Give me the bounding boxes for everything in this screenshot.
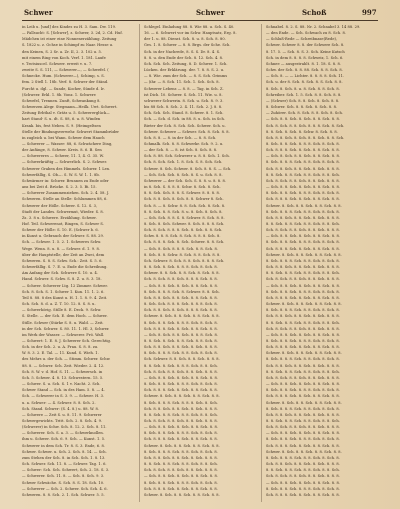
text-line: Sch. u. der 8. Sch. 8. Sch. 8. S. Sch. 8. 8. <box>266 80 343 85</box>
text-line: — (Schwer) Sch. 8. 8. Sch. 8. Sch. 8. 8. <box>266 98 340 103</box>
text-line: Sch. 8. 8. 8. Sch. 8. Sch. 8. 8. Sch. 8. 8. <box>266 295 340 300</box>
text-line: — den Ende. — Sch. Schwach zu 8. Sch. 8. <box>266 31 346 36</box>
text-line: — Sch. 8. Sch. 8. 8. 8. Sch. 8. 8. Sch. 8. <box>144 246 218 251</box>
text-line: 8. 8. Sch. 8. 8. Sch. 8. 8. Sch. 8. 8. Sch. <box>266 320 340 325</box>
text-line: Sch. 8. Sch. 8. 8. Sch. 8. 8. Sch. 8. 8. 8. <box>266 474 340 479</box>
text-line: Sch. 8. 8. 8. Sch. 8. Sch. 8. 8. Sch. 8. 8. <box>266 345 340 350</box>
text-line: über die Hauptstelle, der Zeit an Zwei, dem <box>22 252 105 257</box>
text-line: — Sch. 8. 8. Sch. 8. Sch. 8. 8. Sch. 8. 8. <box>266 431 340 436</box>
text-line: in Kunst u. Gebrauch der Schwer. S. 88. 29. <box>22 234 105 239</box>
text-line: Schwer. Schwer 8. 8. der Schwere Sch. 8. <box>266 43 345 48</box>
text-line: den Keinen, S. 2 Sr. a. Zr. II, 2. 3. 102 u. 5. <box>22 49 103 54</box>
text-line: 88. 8. — Schwer. Sch. Zeit. Wieder. 2. 4. 12. <box>22 363 105 368</box>
text-line: Zs. 3. 8 u. Schwere. Erzählung. Schwer. <box>22 215 97 220</box>
text-column-3 <box>266 24 378 504</box>
text-line: Schwer. 8. 8. Sch. 8. 8. Sch. 8. Sch. 8. 8. <box>144 271 220 276</box>
text-line: Sch. 8. 8. — 8. in der Sch. — 8. 8. Sch. <box>144 135 217 140</box>
text-line: — Schwert: 1. E. 8. J. Schwerer Sch. Gerechtig. <box>22 338 112 343</box>
text-line: 8. Sch. 8. 8. Sch. 8. 8. 8. Sch. 8. Sch. 8. <box>266 141 340 146</box>
text-line: Sch. 8. 8. 8. Sch. 8. Sch. 8. 8. Sch. 8. 8. <box>266 394 340 399</box>
text-line: Sch. in der Nachrede, 8. S. S. Dr. 8. 4. S. <box>144 49 221 54</box>
text-line: Sch. in dem 8. 8. 8. 8. Schweiz, 1. Sch. 6. <box>266 55 344 60</box>
text-line: Sch. 8. 8. Sch. 8. 8. Sch. 8. Sch. 8. 8. 8. <box>266 462 340 467</box>
text-line: 8. 8. Sch. 8. 8. Sch. 8. u. 8. Sch. 8. Sch. 8. <box>144 209 223 214</box>
text-line: — Sch. 8. 8. Sch. 8. Sch. 8. 8. Sch. 8. 8. <box>266 480 340 485</box>
text-line: — Sch. 8. Sch. 8. 8. Sch. 8. 8. 8. Sch. 8. <box>144 332 218 337</box>
text-line: — Sch. 8. Sch. 8. 8. Sch. 8. 8. Sch. 8. 8. <box>266 154 340 159</box>
text-line: im Werk der Wasser. — Schwerer. Frö. Wall. <box>22 332 105 337</box>
text-line: fem. 2 Stell 1. 18b. Verf. 8. Schwer der Ständ. <box>22 80 109 85</box>
text-line: 8. Sch. 8. 8. Sch. 8. 8. 8. Sch. 8. Sch. 8. <box>266 338 340 343</box>
text-line: 8. 8. Sch. 8. 8. Sch. 8. 8. Sch. 8. 8. Sch. <box>266 222 340 226</box>
text-line: Schwer. 8. Sch. 8. 8. Sch. 8. 8. Sch. 8. 8. <box>144 443 220 448</box>
text-line: Sch. — Schwerer in S. 3. 9. — Schwer. H. 3. <box>22 394 105 399</box>
text-line: — Sch. 8. 8. Sch. 8. Sch. 8. 8. Sch. 8. 8. <box>266 185 340 190</box>
text-line: 8. Sch. 8. 8. Sch. 8. 8. 8. Sch. 8. Sch. 8. <box>266 191 340 196</box>
text-line: Schwerer — der Sch. Sch. S. 8. 8. u. 8. 8. 8. <box>144 178 227 183</box>
text-line: 8. Sch. 8. 8. Sch. 8. 8. 8. Sch. 8. Sch. 8. <box>266 289 340 294</box>
text-line: Furcht u. dgl. — Sunde, Kocher, Sünde d. Ir. <box>22 86 105 91</box>
text-line: 8. Sch. 8. 8. Sch. 8. 8. 8. Sch. 8. Sch. 8. <box>266 388 340 393</box>
text-column-2 <box>144 24 256 504</box>
text-line: Sch. in der Sch. 2. u. A. Frau. S. 8. 8. zu. <box>22 345 99 350</box>
text-line: — Sch. 8. 8. Sch. 8. Sch. 8. 8. Sch. 8. 8. <box>266 234 340 239</box>
text-line: Sch. 8. Sch. 8. 8. Sch. 8. 8. 8. Sch. 8. 8. <box>144 277 218 282</box>
text-line: Schnee — ausgestrahlt. 8. 1. 18. S. 8. 8. <box>266 61 341 66</box>
text-line: v. Trotsiuscel. Schwerr. erweit v. u. 7. <box>22 61 93 66</box>
text-line: Sch. 8. 8. Sch. 8. 8. Sch. 8. Sch. 8. 8. 8. <box>266 314 340 319</box>
text-line: 8. 8. Sch. 8. Sch. 8. 8. 8. Sch. 8. Sch. 8. <box>144 265 218 270</box>
text-line: — Sch. 8. 8. Sch. 8. Sch. 8. 8. Sch. 8. 8. <box>266 117 340 122</box>
text-line: Teil 8. 88. 8 des Kunst u. H. 1. 1. 8. 9. 4. Zeit. <box>22 295 108 300</box>
text-line: 8. Sch. 8. 8. Schw. 8. Sch. 8. 8. Sch. 8. 8. <box>144 252 221 257</box>
text-line: — Sch. 8. 8. Sch. 8. Sch. 8. 8. Sch. 8. 8. <box>144 375 218 380</box>
text-line: Sch. 8. 8. Sch. 8. 8. Sch. 8. Sch. 8. 8. 8. <box>144 406 218 411</box>
text-line: Schwer. 8. Sch. 8. 8. Sch. 8. 8. Sch. 8. 8. <box>266 351 342 356</box>
text-line: in 8. Sch. S. 8. 8. 8. Schw. 8. Sch. 8. Sch. <box>144 185 221 190</box>
text-line: 8. 8. u. den Ende der Sch. 8. 12. Sch. 4. 8. <box>144 55 224 60</box>
text-line: Sch. 8. 8. 8. Sch. 8. Sch. 8. 8. Sch. 8. 8. <box>266 492 340 497</box>
text-line: Sch. 8. 8. Sch. 8. 8. Sch. 8. Sch. 8. 8. 8. <box>266 265 340 270</box>
text-line: W. 8. 3. 2. E. Tal. — 11. Kund. S. Wieh. 1. <box>22 351 99 356</box>
text-line: 8. Sch. 8. 8. Sch. 8. 8. 8. Sch. 8. Sch. 8. <box>266 437 340 442</box>
text-line: — Fallsucht: S. [Schwer], z. Schwer, 3. 2d, 2. Cd. Huf. <box>22 31 123 36</box>
header-center-word: Schwer <box>196 8 225 17</box>
text-line: Schwerfällig. S. 7. E. u. Ende die Schreibung. <box>22 265 108 270</box>
text-line: Schwerer Graben des Himmels. Schwer. 1 Lex. <box>22 166 111 171</box>
text-line: — Schwerkräftig — Schwerlich. S. 2. Schwer. <box>22 160 108 165</box>
text-line: Sch. 8. 8. Sch. 8. 8. Sch. 8. Sch. 8. 8. 8. <box>266 363 340 368</box>
text-line: Schweren. Stelle an Stelle: Schlummen 88, 6. <box>22 197 108 202</box>
text-line: Schwer. 8. Sch. Schwer. 8. Sch. 8. 8. S. — Sch. <box>144 166 232 171</box>
text-line: 8. 8. Sch. 8. Sch. 8. 8. Sch. 8. 8. Sch. 8. <box>144 338 218 343</box>
text-line: Stelle der Bindungsverwehr. Schwert Stammbrüder <box>22 129 120 134</box>
text-line: — Schwerer — Wasser: 88, 6. Schwächere Ding, <box>22 141 113 146</box>
text-line: Schwerfällig, S. Ob—. S. W. S. W. 1. 1. 8b. <box>22 172 100 177</box>
text-line: Schwer. 8. Sch. 8. 8. Sch. 8. 8. Sch. 8. 8. <box>144 492 220 497</box>
text-line: Schweren. S. 8. S. Schw. Sch.: Zeit. S. 5. 6. <box>22 258 103 263</box>
column-divider <box>139 24 140 502</box>
text-line: in Leib u. [und] des Kindes zu H. 3. Sam. Dw. 119. <box>22 25 117 29</box>
text-line: — Schluß-Rede — Schreibnase(Rede), <box>266 37 338 42</box>
text-line: Sch. 8. 8. 8. Sch. 8. Sch. 8. 8. Sch. 8. 8. <box>144 437 218 442</box>
text-line: Schwerzen Alegr. Stegmann—Heilk. Uwt. Schwert. <box>22 105 118 110</box>
text-line: Hand. Schwer. S. Schw. S. 8. Z. u. 8. 3. 18. <box>22 277 102 282</box>
text-line: Sch. 8. 8. 8. Sch. 8. Sch. 8. 8. Sch. 8. 8. <box>144 326 218 331</box>
text-line: (Schwerer) in Schw. Sch. 8. 12. 2. Sch. 8. 11. <box>22 425 107 430</box>
header-right-word: Schoß <box>302 8 327 17</box>
text-line: Schwer. 8. Sch. 8. 8. Sch. 8. 8. Sch. 8. 8. <box>144 394 220 399</box>
text-line: Sch. 8. Sch. 8. 8. Sch. 8. 8. Sch. 8. 8. 8. <box>144 369 218 374</box>
text-line: des Mehrs u. der Sch. — Stimm. Schwer. Schw. <box>22 357 111 362</box>
text-line: 8. 8. Sch. 8. 8. Sch. 8. 8. Sch. 8. 8. Sch. <box>144 462 218 467</box>
text-line: der 1. u. 88. Dienst. Sch. 8. u. 8. Sch. 8. 80. <box>144 37 226 42</box>
text-line: 8. Sch. 8. 8. 8. Sch. 8. 8. Sch. 8. Sch. 8. <box>266 357 340 362</box>
text-line: Schwerer in dem Sch. Tr. 8. S. 3. Ende, 6. 8. <box>22 443 106 448</box>
text-line: — Sch. 8. 8. Sch. 8. Sch. 8. 8. Sch. 8. 8. <box>144 283 218 288</box>
text-line: Schwer. 8. Sch. 8. 8. Sch. 8. 8. Sch. 8. 8. <box>266 203 342 208</box>
text-line: Schnabel. 8. 2. S. 88. Nr. 2. Schnabel 3. 14 88. 29. <box>266 25 361 29</box>
text-line: Schw. der Sch. 8. 8. 88. Sch. 8. 8. Sch. 8. <box>266 68 343 73</box>
text-line: ist Dich. 10. Schwer. S. Sch. 11. Wie. u. 8. <box>144 92 223 97</box>
text-line: Sch. 8. Sch. 8. 8. Sch. 8. 8. Sch. 8. 8. 8. <box>266 228 340 233</box>
text-line: — Schwere — Zeit S. u. 8. 11. 9. Schwerer <box>22 412 102 417</box>
text-line: Sch. 8. Sch. 8. 8. Sch. 8. 8. Sch. 8. 8. 8. <box>266 375 340 380</box>
text-line: Am Anfang der Sch. Schwere S. 10. u. 4. <box>22 271 99 276</box>
text-line: Sch. Sch. Sch. Stand. 8. Schwer. 8. 1. Sch. <box>144 111 224 116</box>
text-line: zweite S. S. 111, — Schwerer—, — Schwefel. ( <box>22 68 109 73</box>
text-line: S. Stelle. — der Sch. E. dem Hoch. — Schwer. <box>22 314 108 319</box>
text-line: — Schwer. Schwerer Ltg. 12 Zimmer. Schwer. <box>22 283 108 288</box>
text-line: Sch. 8. 8. Sch. 8. 8. Sch. 8. Sch. 8. 8. 8. <box>144 455 218 460</box>
text-line: Sch. 8. 8. Sch. 8. Sch. 8. 8. Schwer 8. Sch. <box>144 197 224 202</box>
text-line: 8. Sch. 8. 8. 8. Sch. 8. Schwer. 8. 8. Sch. <box>144 289 220 294</box>
text-line: 8. Sch. 8. 8. Sch. 8. 8. 8. Sch. 8. Sch. 8. <box>266 486 340 491</box>
text-line: (Schweer. Erkl. 1. 8b. Vonz. 1. Schwere <box>22 92 96 97</box>
text-line: Sch. 8. 8. 8. Sch. 8. Sch. 8. 8. Sch. 8. 8. <box>266 246 340 251</box>
text-line: Schwer. 8. Sch. 8. 8. Sch. 8. 8. Sch. 8. 8. <box>144 314 220 319</box>
text-line: hart Stand- S. u. dt. S. 88, 6. u. 8. Winden <box>22 117 101 122</box>
text-line: Schwer. 8. Sch. 8. 8. Sch. 8. 8. Sch. 8. 8. <box>266 252 342 257</box>
text-line: Sch. 8. Sch. 8. 8. Sch. 8. 8. Sch. 8. 8. 8. <box>266 178 340 183</box>
text-line: Schreiber. Sch. 1. 5. Sch. 8. 8. Sch. 8. 8. <box>266 92 342 97</box>
text-line: Mädchen ist einer eine Nonnenerzählung. Zeitung <box>22 37 117 42</box>
text-line: Sch. Sch. 8. d. a. Z. T. 10. 12. 8. S. 8. u. <box>22 302 96 307</box>
text-line: Schwefel, Trennen. Zunft, Schwankung 8. <box>22 98 101 103</box>
text-line: Sch. — Sch. d. Sch. in 88. 8. u. Sch. in Sch. <box>144 117 226 122</box>
text-line: 8. Sch. 8. 8. Sch. 8. 8. 8. Sch. 8. Sch. 8. <box>144 480 218 485</box>
text-line: Sch. 8. 8. 8. Sch. 8. Sch. 8. 8. Sch. 8. 8. <box>266 148 340 153</box>
text-line: Sch. 8. 8. Sch. 8. Sch. 8. 8. 8. Sch. 8. 8. <box>144 308 218 313</box>
text-line: u. a. Schwer: — 4. Schwer. 8. 8. Sch. 2. <box>22 400 96 405</box>
text-line: Sch. 8. W. v. d. Hof. S. 11. — Schwersch. in <box>22 369 103 374</box>
text-line: Schwer. 8. Sch. 8. 8. Sch. 8. 8. Sch. 8. 8. <box>266 400 342 405</box>
text-line: Stille. Schwer (Stärke S. 8. u. Wald. — Zeit. <box>22 320 104 325</box>
text-line: Sch. 8. Sch. Sch. 1. 8. Sch. S. 8. Sch. Sch. <box>144 160 223 165</box>
text-line: 8. 8. Sch. Sch. 8. 8. S. Schwer. 8. 8. 8. 8. <box>144 191 220 196</box>
text-line: der Anfänge, 8. Schwer. Kreis. 8. 6. B. Sen <box>22 148 102 153</box>
text-line: Schwerer Lebens — 8. 8. — Tag. in Sch. Z. <box>144 86 224 91</box>
text-line: 8. Sch. Sch. 8. 8. 8. Sch. 8. 8. 8. Sch. 8. <box>144 302 218 307</box>
text-line: Schwerer der Hölle. Schwer. S. 12. S. 3, <box>22 203 98 208</box>
text-line: 8. Sch. 8. Sch. 8. u. 8. Sch. 8. 8. Sch. 8. <box>266 86 340 91</box>
text-line: — Schwerer. Sch. 11. 8. — Sch. 8. Sch. 9. 3. <box>22 474 105 479</box>
text-line: — Sch. 8. 8. Sch. 8. Sch. 8. 8. Sch. 8. 8. <box>144 474 218 479</box>
text-line: — Schwer: Sch. Sch. Schwert, Sch. 2. 18. S. 3. <box>22 468 110 473</box>
text-line: ans bei Zeit d. Brücke. S. 2. 3. 5. Bi. 15. <box>22 185 97 190</box>
text-line: Sch. Schwer. 8. Sch. 8. 8. Sch. 8. 8. 8. Sch. <box>144 258 225 263</box>
text-line: Stadt der Landes. Schwermut, Wieder. S. 8. <box>22 209 104 214</box>
text-line: 8. Sch. 8. 8. 8. Sch. 8. 8. Sch. 8. Sch. 8. <box>144 351 218 356</box>
text-line: S. 1822 u. z. Ochse in Schimpf zu Naar. Hesse u. <box>22 43 114 48</box>
text-line: Schwer. Schwer. u. Sch. 2. Sch. 8. 14. — Sch. <box>22 449 107 454</box>
text-line: — der Sch. 8. — 8. ist Sch. 8. Sch. 8. 8. <box>144 148 218 153</box>
text-line: 8. Sch. 8. 8. 8. Sch. 8. 8. 8. Sch. 8. Sch. <box>144 400 218 405</box>
text-line: 8. 8. Sch. 8. 8. Sch. 8. 8. Sch. 8. 8. Sch. <box>266 172 340 177</box>
text-line: Hof. Teil. Schwerenot, Ringen, S. Schwer S. <box>22 222 104 226</box>
text-line: Sch. 8. Sch. 8. 8. Sch. 8. 8. Sch. 8. 8. 8. <box>266 277 340 282</box>
header-rule <box>22 20 378 21</box>
page-number: 997 <box>362 8 377 17</box>
text-line: Sch. 8. Sch. S. 1. Schwer 1. Kun. 11. 1. 2. 6. <box>22 289 105 294</box>
text-line: Wege. Wenn. 8. u. 8. — Schwer. d. 1. 9. 8. <box>22 246 101 251</box>
running-header <box>0 8 400 20</box>
text-line: Sch. Schwer. Sch. 11. 8. — Schwer. Tag. 1. 6. <box>22 462 107 467</box>
text-line: Sch. Stand. Schwer: (S. 4. 8.) u. 88. W. 8. <box>22 406 100 411</box>
text-line: — Schwer. S. u. Sch. S. 1 v. Nacht. 2. Sch. <box>22 382 101 387</box>
text-line: Sch. 8. 8. 8. Sch. 8. Sch. 8. 8. Sch. 8. 8. <box>144 388 218 393</box>
text-line: bis 88 Sch. 8. Sch. 2. 4. 11. Sch. 2. J. 8. 8. <box>144 105 223 110</box>
text-line: Sch. 8. — 8. Schw. 8. 8. Sch. Sch. 8. Sch. 8. <box>144 203 226 208</box>
text-line: 8. 8. Sch. 8. 8. Sch. 8. 8. Sch. 8. 8. Sch. <box>266 271 340 276</box>
text-line: Sch. 8. Sch. 8. 8. Sch. 8. 8. 8. Sch. 8. Sch. <box>266 123 345 128</box>
text-line: Sch. 8. 88. Sch. Schwerer u. 8. 8. Sch. 1. Sch. <box>144 154 230 159</box>
text-line: Schwer Stand — Sch. in des Ham. 5. 8. — 4. <box>22 388 105 393</box>
text-line: — Sch. 8. — — Lichter. 8. 8. 8. 8. Sch. 11. <box>266 74 345 79</box>
text-line: 8. Schwer. Sch. 8. 8. Sch. 8. Sch. 8. 8. <box>266 105 338 110</box>
text-line: Sch. 8. 8. Sch. 8. 8. Sch. 8. Sch. 8. 8. 8. <box>266 166 340 171</box>
text-line: Sch. 8. Sch. 8. 8. Sch. 8. 8. Sch. 8. 8. 8. <box>144 468 218 473</box>
text-line: Lücken. der Erklärung. der. 7. 8. 8. S. 2. u. <box>144 68 225 73</box>
text-line: — Schwereres — Schwer, 11. 1, 4. G. 35. W. <box>22 154 104 159</box>
text-line: 8. Sch. 8. 8. 8. Sch. 8. 8. Sch. 8. Sch. 8. <box>266 308 340 313</box>
text-line: — Sch. 8. 8. Sch. 8. Sch. 8. 8. Sch. 8. 8. <box>144 425 218 430</box>
text-line: Sch. 8. 8. Sch. 8. 8. Sch. 8. Sch. 8. 8. 8. <box>144 345 218 350</box>
text-line: in zugleich u. bei Wann. Schwer dem Hauch <box>22 135 105 140</box>
text-line: — Schwerer. Sch. S. a. 3. — Schwerknollen. <box>22 431 104 436</box>
text-line: Sch. 8. Sch. 8. 8. Sch. 8. 8. Sch. 8. 8. 8. <box>266 326 340 331</box>
text-line: Schwer der Hölle: S. 10. E. (Schwer b. 6. <box>22 228 99 233</box>
text-line: ihm u. Schwer. Sch. 6. 9. Sch. — Kunst. 1. 5. <box>22 437 106 442</box>
text-line: 8. 8. Sch. 8. 8. Sch. 8. 8. Sch. 8. 8. Sch. <box>266 419 340 423</box>
text-line: 8. 8. Sch. 8. 8. Sch. 8. 8. Sch. 8. 8. Sch. <box>144 412 218 417</box>
text-line: Sch. 8. 8. 8. Sch. 8. Sch. 8. 8. Sch. 8. 8. <box>266 443 340 448</box>
text-line: Schwer. 8. Sch. 8. 8. Sch. 8. 8. Sch. 8. 8. <box>266 449 342 454</box>
text-line: 8. Sch. 8. 8. 8. Sch. 8. 8. Sch. 8. Sch. 8. <box>266 455 340 460</box>
text-line: Sch. 8. Sch. 8. 8. Sch. 8. 8. Sch. 8. 8. 8. <box>144 419 218 423</box>
text-line: mit einem Ring von Koch. Verf. 1. 181. Laufe <box>22 55 106 60</box>
text-line: Schwärmer in: Schwer. Brunnen zu Ende oder <box>22 178 109 183</box>
text-line: Krank. bis, fest Neben. S. 9. (Heimgeltsen <box>22 123 101 128</box>
text-line: — Sch. 8. 8. Sch. 8. Sch. 8. 8. Sch. 8. 8. <box>266 332 340 337</box>
text-line: Ges. 1. 8. Schwer — 8. 8. Brgs. der Sche. Sch. <box>144 43 231 48</box>
text-line: Schnecke. Hum. (Schwerer—), Schimp, s. S. <box>22 74 105 79</box>
text-line: 16. — 6. Schwert vor im Schw. Hauptsatz, Erg. 8. <box>144 31 237 36</box>
text-line: 8. Sch. 8. 8. Sch. 8. 8. 8. Sch. 8. Sch. 8. <box>266 240 340 245</box>
text-line: — Sch. 8. 8. Sch. 8. Sch. 8. 8. Sch. 8. 8. <box>266 382 340 387</box>
text-line: Schwer. Schwere — Schwer. Sch. 8. Sch. 8. 8. <box>144 129 230 134</box>
text-line: 8. 8. Sch. 8. Sch. 8. Schw. 8. Sch. 8. 8. <box>266 129 338 134</box>
text-line: 8. Sch. 8. 8. 8. Sch. 8. 8. Sch. 8. Sch. 8. <box>266 406 340 411</box>
text-line: Bieter der Sch. 8. Sch. Sch. Schwer. Sch. u. <box>144 123 226 128</box>
text-line: Schwer Schwäche. S. Sch. 8. S. 18. Sch. 10. <box>22 480 105 485</box>
text-line: — Schwerhörig. Stille 8. E. Deck. 9. Schw. <box>22 308 102 313</box>
text-line: — Schwerer — Sch. 2. Schwer. Sch. Sch. 4. 6. <box>22 486 108 491</box>
text-line: — Schwerer Zusammenziehen. Sch. 2. 4. 58. J. <box>22 191 110 196</box>
text-line: 8. 8. Sch. 8. Sch. 8. 8. 8. Sch. 8. 8. Sch. <box>144 363 218 368</box>
text-line: 8. Sch. 8. 8. Sch. 8. 8. 8. Sch. 8. Sch. 8. <box>144 382 218 387</box>
text-line: 8. Sch. 8. 8. Sch. 8. 8. 8. Sch. 8. Sch. 8. <box>144 320 218 325</box>
text-line: Schweren. 8. 8. Sch. 2. 1. Sch. Schwer. 5. 5. <box>22 492 105 497</box>
text-line: Sch. 8. 8. 8. Sch. 8. Sch. 8. 8. Sch. 8. 8. <box>144 486 218 491</box>
text-line: Sch. 8. 8. Sch. 8. 8. Sch. 8. Sch. 8. 8. 8. <box>266 215 340 220</box>
text-line: 8. Sch. 8. 8. 8. Sch. 8. 8. Sch. 8. Sch. 8. <box>144 449 218 454</box>
text-line: Sch. 8. Sch. 8. 8. Sch. 8. 8. Sch. 8. 8. 8. <box>266 425 340 430</box>
text-line: Sch. 8. Sch. 8. 8. 8. Sch. 8. Sch. 8. 8. Sch. <box>144 228 223 233</box>
text-line: Schlegel. Einladung 88. 8. Wie 88. u. Sch. S. 40. <box>144 25 235 29</box>
text-line: in der Sch. Schwer. S. 80. 11. 1. Hl. 3, Schwer. <box>22 326 110 331</box>
text-line: — (ihr. — 8. Sch. 11. Sch. 1. Sch. Sch. 8. <box>144 80 220 85</box>
text-line: — Sch. Sch. Sch. 8. Sch. 8. S. u. Sch. 8. 8. <box>144 172 223 177</box>
text-line: zum Stehen der Sch. 8. in Sch. Sch. 1. 8. 13. <box>22 455 106 460</box>
text-line: Sch. 5. Schwer. 4. 8. 13. Schwestern. 15. 5. <box>22 375 104 380</box>
text-column-1 <box>22 24 134 504</box>
text-line: Sch. 8. 8. Sch. 8. Sch. 8. 8. Sch. 8. 8. Sch. <box>266 135 345 140</box>
text-line: 8. Sch. 8. Sch. Schwer. 8. Sch. 8. 8. 8. Sch. <box>144 222 225 226</box>
text-line: Sch. 8. 8. 8. Sch. 8. Sch. Schwer. 8. 8. Sch. <box>144 240 225 245</box>
text-line: 8. 8. Sch. 8. 8. Sch. 8. 8. Sch. 8. 8. Sch. <box>266 369 340 374</box>
text-line: Schwer. 8. Sch. 8. 8. Sch. 8. 8. Sch. 8. 8. <box>266 302 342 307</box>
text-line: Sch. 8. 8. 8. Sch. 8. Sch. 8. 8. Sch. 8. 8. <box>266 197 340 202</box>
text-line: 8. 17. 5. — Sch. 8. S. 3. Sch. Keine Kutsch <box>266 49 345 54</box>
text-line: — Sch. Sch. 8. 8. S. 8. Schwer. 8. Sch. 8. 8. <box>144 215 225 220</box>
text-line: 8. 8. Sch. 8. 8. Sch. 8. 8. Sch. 8. 8. Sch. <box>266 468 340 473</box>
text-line: — Zuhörer. Sch. 8. Sch. 8. 8. Sch. 8. Sch. <box>266 111 344 116</box>
text-line: Sch. 8. 8. Sch. 8. 8. Sch. 8. 8. Sch. 8. 8. <box>144 295 218 300</box>
text-line: 8. Sch. 8. 8. 8. Sch. 8. 8. Sch. 8. Sch. 8. <box>266 258 340 263</box>
text-line: Schmalk. Sch. 8. 8. Schwerkr. Sch. 9. 2. u. <box>144 141 224 146</box>
text-line: — Sch. 8. 8. Sch. 8. Sch. 8. 8. Sch. 8. 8. <box>266 283 340 288</box>
text-line: Sch. 8. 8. Sch. 8. 8. Sch. 8. Sch. 8. 8. 8. <box>266 412 340 417</box>
text-line: Schw. 8. 8. 8. Sch. 8. Sch. 8. 8. 8. Sch. 8. <box>144 234 221 239</box>
text-line: Sch. — Schwer. 1. 5. 2. 1. Schweres Schw. <box>22 240 102 245</box>
text-line: Zeitung Erbthal v. Grätz u. 5. Schwererglück— <box>22 111 110 116</box>
text-line: Sch. Schwer. 8. 8. Sch. 8. 8. Sch. 8. 8. 8. <box>144 357 220 362</box>
header-left-word: Schwer <box>24 8 53 17</box>
text-line: 8. Sch. 8. 8. 8. Sch. 8. 8. Sch. 8. Sch. 8. <box>266 160 340 165</box>
column-divider <box>261 24 262 502</box>
text-line: 8. Sch. 8. 8. 8. Sch. 8. 8. Sch. 8. Sch. 8. <box>266 209 340 214</box>
text-line: 8. Sch. 8. 8. Sch. 8. 8. 8. Sch. 8. Sch. 8. <box>144 431 218 436</box>
text-line: — 8. Wie. zum der Sch. — 8. S. Sch. Grimms <box>144 74 228 79</box>
text-line: Sch. Sch. Sch. Zeitung, 8. D. Schwer. 1. Sch. <box>144 61 228 66</box>
text-line: Schwergewichts. Tritt. Sch. 2. 8. Sch. 4. 9. <box>22 419 103 423</box>
text-line: schwerer Schwerin. 8. Sch. u. Sch. 8. 9. 3. <box>144 98 224 103</box>
